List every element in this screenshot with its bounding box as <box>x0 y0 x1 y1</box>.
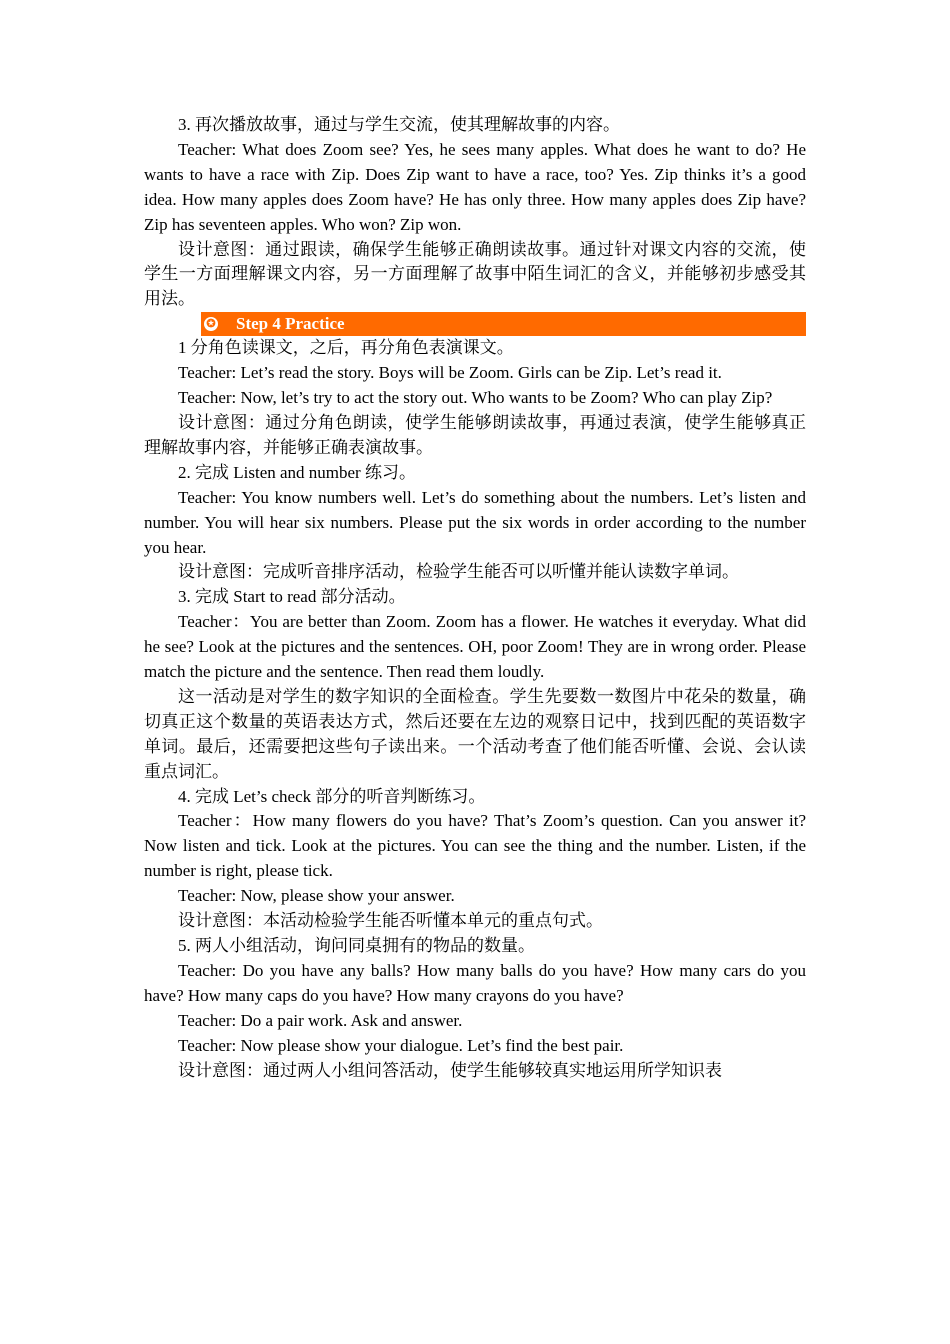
star-badge-icon: ✪ <box>204 317 218 331</box>
step-heading-bar <box>201 312 806 336</box>
paragraph: 设计意图：通过跟读，确保学生能够正确朗读故事。通过针对课文内容的交流，使学生一方面理解课文内容，另一方面理解了故事中陌生词汇的含义，并能够初步感受其用法。 <box>144 239 806 309</box>
paragraph: 2. 完成 Listen and number 练习。 <box>178 462 416 482</box>
paragraph: Teacher: What does Zoom see? Yes, he sees many apples. What does he want to do? He wants to have a race with Zip. Does Zip want to have a race, too? Yes. Zip thinks it’s a good idea. How many apples does Zoom have? He has only three. How many apples does Zip have? Zip has seventeen apples. Who won? Zip won. <box>144 139 806 234</box>
paragraph: Teacher: Now, let’s try to act the story out. Who wants to be Zoom? Who can play Zip? <box>178 388 773 408</box>
paragraph: Teacher: Now please show your dialogue. Let’s find the best pair. <box>178 1035 624 1055</box>
paragraph: 1 分角色读课文，之后，再分角色表演课文。 <box>178 338 514 358</box>
paragraph: Teacher：How many flowers do you have? That’s Zoom’s question. Can you answer it? Now listen and tick. Look at the pictures. You can see the thing and the number. Listen, if the number is right, please tick. <box>144 811 806 881</box>
paragraph: 4. 完成 Let’s check 部分的听音判断练习。 <box>178 786 486 806</box>
paragraph: 设计意图：本活动检验学生能否听懂本单元的重点句式。 <box>178 911 603 931</box>
paragraph: 5. 两人小组活动，询问同桌拥有的物品的数量。 <box>178 936 535 955</box>
paragraph: Teacher: Let’s read the story. Boys will be Zoom. Girls can be Zip. Let’s read it. <box>178 363 722 383</box>
paragraph: Teacher: Do a pair work. Ask and answer. <box>178 1010 463 1030</box>
paragraph: Teacher：You are better than Zoom. Zoom has a flower. He watches it everyday. What did he see? Look at the pictures and the sentences. OH, poor Zoom! They are in wrong order. Please match the picture and the sentence. Then read them loudly. <box>144 612 806 682</box>
paragraph: 3. 完成 Start to read 部分活动。 <box>178 587 406 607</box>
paragraph: 这一活动是对学生的数字知识的全面检查。学生先要数一数图片中花朵的数量，确切真正这个数量的英语表达方式，然后还要在左边的观察日记中，找到匹配的英语数字单词。最后，还需要把这些句子读出来。一个活动考查了他们能否听懂、会说、会认读重点词汇。 <box>144 686 806 781</box>
paragraph: Teacher: Do you have any balls? How many balls do you have? How many cars do you have? How many caps do you have? How many crayons do you have? <box>144 960 806 1005</box>
paragraph: Teacher: Now, please show your answer. <box>178 886 455 906</box>
paragraph: 设计意图：完成听音排序活动，检验学生能否可以听懂并能认读数字单词。 <box>178 562 739 582</box>
step-heading-label: Step 4 Practice <box>236 314 345 334</box>
paragraph: 设计意图：通过分角色朗读，使学生能够朗读故事，再通过表演，使学生能够真正理解故事内容，并能够正确表演故事。 <box>144 412 806 457</box>
paragraph: 设计意图：通过两人小组问答活动，使学生能够较真实地运用所学知识表 <box>178 1060 722 1080</box>
document-page <box>144 113 806 1083</box>
paragraph: 3. 再次播放故事，通过与学生交流，使其理解故事的内容。 <box>178 115 620 134</box>
paragraph: Teacher: You know numbers well. Let’s do something about the numbers. Let’s listen and number. You will hear six numbers. Please put the six words in order according to the number you hear. <box>144 487 806 557</box>
